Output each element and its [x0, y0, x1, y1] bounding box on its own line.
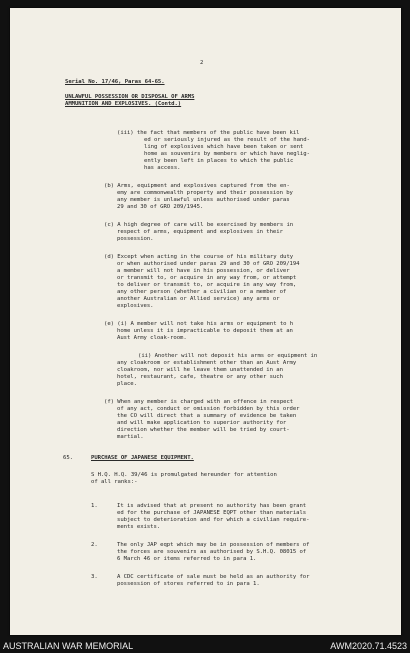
- para-e-ii-line: hotel, restaurant, cafe, theatre or any other such: [117, 374, 283, 380]
- item-1-line: It is advised that at present no authority has been grant: [117, 503, 307, 509]
- item-number: 1.: [91, 503, 98, 509]
- item-1-line: ments exists.: [117, 524, 161, 530]
- para-e-ii-line: any cloakroom or establishment other than an Aust Army: [117, 360, 297, 366]
- para-f-line: direction whether the member will be tried by court-: [117, 427, 290, 433]
- para-b-line: any member is unlawful unless authorised under paras: [117, 197, 290, 203]
- para-iii-line: has access.: [144, 165, 181, 171]
- para-e-ii-line: (ii) Another will not deposit his arms or equipment in: [138, 353, 318, 359]
- para-d-line: or when authorised under paras 29 and 30 of GRO 209/194: [117, 261, 300, 267]
- para-e-ii-line: cloakroom, nor will he leave them unattended in an: [117, 367, 283, 373]
- para-e-ii-line: place.: [117, 381, 137, 387]
- item-2-line: 6 March 46 or items referred to in para 1.: [117, 556, 257, 562]
- heading-line-2: AMMUNITION AND EXPLOSIVES. (Contd.): [65, 101, 182, 107]
- para-iii-line: (iii) the fact that members of the public have been kil: [117, 130, 300, 136]
- para-65-number: 65.: [63, 455, 73, 461]
- para-65-title: PURCHASE OF JAPANESE EQUIPMENT.: [91, 455, 194, 461]
- item-number: 2.: [91, 542, 98, 548]
- para-e-i-line: home unless it is impracticable to deposit them at an: [117, 328, 293, 334]
- para-d-line: a member will not have in his possession, or deliver: [117, 268, 290, 274]
- heading-line-1: UNLAWFUL POSSESSION OR DISPOSAL OF ARMS: [65, 94, 195, 100]
- para-f-line: of any act, conduct or omission forbidden by this order: [117, 406, 300, 412]
- para-f-line: and will make application to superior authority for: [117, 420, 287, 426]
- page-number: 2: [200, 60, 204, 66]
- archive-footer: [0, 639, 410, 653]
- para-b-line: (b) Arms, equipment and explosives captured from the en-: [104, 183, 290, 189]
- item-1-line: ed for the purchase of JAPANESE EQPT other than materials: [117, 510, 307, 516]
- para-iii-line: ling of explosives which have been taken or sent: [144, 144, 304, 150]
- para-iii-line: ed or seriously injured as the result of the hand-: [144, 137, 310, 143]
- item-2-line: the forces are souvenirs as authorised by S.H.Q. 08015 of: [117, 549, 307, 555]
- para-65-intro-line: of all ranks:-: [91, 479, 138, 485]
- para-d-line: to deliver or transmit to, or acquire in any way from,: [117, 282, 297, 288]
- para-e-i-line: Aust Army cloak-room.: [117, 335, 187, 341]
- footer-credit: AUSTRALIAN WAR MEMORIAL: [3, 641, 134, 651]
- item-3-line: possession of stores referred to in para 1.: [117, 581, 260, 587]
- document-page: [10, 8, 401, 635]
- para-d-line: explosives.: [117, 303, 154, 309]
- para-c-line: possession.: [117, 236, 154, 242]
- para-b-line: 29 and 30 of GRO 209/1945.: [117, 204, 204, 210]
- para-f-line: martial.: [117, 434, 144, 440]
- para-d-line: or transmit to, or acquire in any way from, or attempt: [117, 275, 297, 281]
- para-iii-line: ently been left in places to which the public: [144, 158, 294, 164]
- para-d-line: (d) Except when acting in the course of his military duty: [104, 254, 294, 260]
- para-b-line: emy are commonwealth property and their possession by: [117, 190, 293, 196]
- para-f-line: (f) When any member is charged with an offence in respect: [104, 399, 294, 405]
- serial-reference: Serial No. 17/46, Paras 64-65.: [65, 79, 165, 85]
- para-c-line: (c) A high degree of care will be exercised by members in: [104, 222, 294, 228]
- para-d-line: another Australian or Allied service) any arms or: [117, 296, 280, 302]
- item-1-line: subject to deterioration and for which a civilian require-: [117, 517, 310, 523]
- item-2-line: The only JAP eqpt which may be in possession of members of: [117, 542, 310, 548]
- item-3-line: A CDC certificate of sale must be held as an authority for: [117, 574, 310, 580]
- footer-accession-number: AWM2020.71.4523: [330, 641, 407, 651]
- para-65-intro-line: S H.Q. H.Q. 39/46 is promulgated hereunder for attention: [91, 472, 277, 478]
- para-d-line: any other person (whether a civilian or a member of: [117, 289, 287, 295]
- para-e-i-line: (e) (i) A member will not take his arms or equipment to h: [104, 321, 294, 327]
- para-iii-line: home as souvenirs by members or which have neglig-: [144, 151, 310, 157]
- para-c-line: respect of arms, equipment and explosives in their: [117, 229, 283, 235]
- para-f-line: the CO will direct that a summary of evidence be taken: [117, 413, 297, 419]
- item-number: 3.: [91, 574, 98, 580]
